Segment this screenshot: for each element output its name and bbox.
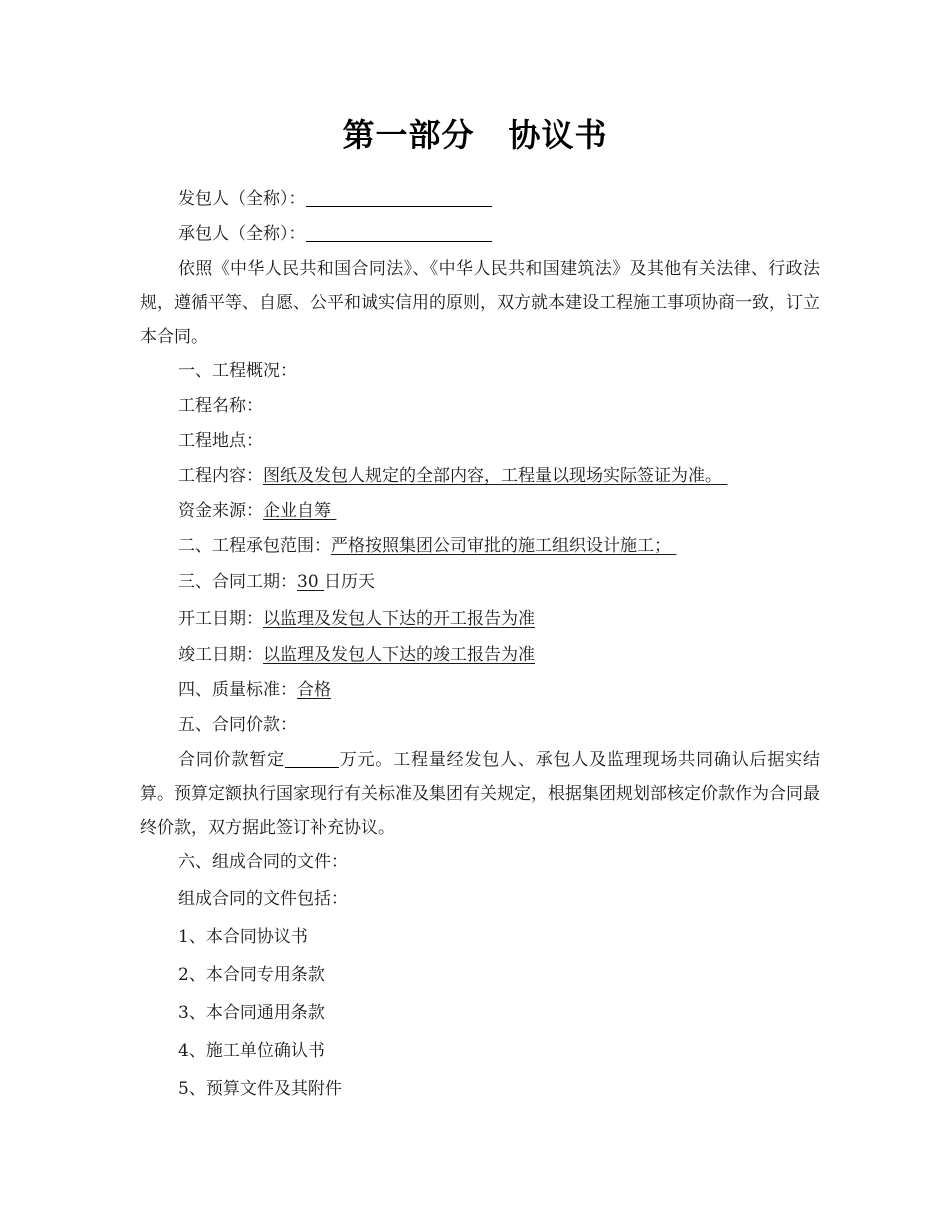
scope-heading: 二、工程承包范围：: [178, 536, 331, 556]
duration-heading: 三、合同工期：: [178, 572, 297, 592]
project-content-label: 工程内容：: [178, 466, 263, 486]
document-item: 3、本合同通用条款: [178, 1003, 325, 1023]
title-main: 协议书: [508, 116, 608, 154]
preamble-paragraph: 依照《中华人民共和国合同法》、《中华人民共和国建筑法》及其他有关法律、行政法规，遵循平等、自愿、公平和诚实信用的原则，双方就本建设工程施工事项协商一致，订立本合同。: [140, 259, 820, 347]
funding-value: 企业自筹: [263, 501, 331, 521]
documents-intro: 组成合同的文件包括：: [178, 889, 348, 909]
funding-label: 资金来源：: [178, 501, 263, 521]
quality-value: 合格: [297, 680, 331, 700]
quality-heading: 四、质量标准：: [178, 680, 297, 700]
project-content-value: 图纸及发包人规定的全部内容，工程量以现场实际签证为准。: [263, 466, 722, 486]
project-name-label: 工程名称：: [178, 396, 263, 416]
scope-line: [140, 529, 820, 564]
section1-heading: 一、工程概况：: [178, 361, 297, 381]
document-item: 1、本合同协议书: [178, 927, 308, 947]
duration-line: [140, 564, 820, 601]
duration-days: 30: [297, 572, 319, 592]
duration-unit: 日历天: [324, 572, 376, 592]
finish-date-value: 以监理及发包人下达的竣工报告为准: [263, 645, 535, 665]
contractor-line: [140, 217, 820, 252]
start-date-value: 以监理及发包人下达的开工报告为准: [263, 609, 535, 629]
start-date-line: [140, 601, 820, 638]
price-suffix: 万元。工程量经发包人、承包人及监理现场共同确认后据实结算。预算定额执行国家现行有关标准及集团有关规定，根据集团规划部核定价款作为合同最终价款，双方据此签订补充协议。: [140, 750, 821, 838]
employer-line: [140, 182, 820, 217]
section5-heading: 五、合同价款：: [178, 715, 297, 735]
start-date-label: 开工日期：: [178, 609, 263, 629]
contractor-blank: [306, 221, 492, 242]
document-item: 5、预算文件及其附件: [178, 1079, 342, 1099]
scope-value: 严格按照集团公司审批的施工组织设计施工；: [331, 536, 671, 556]
document-item: 4、施工单位确认书: [178, 1041, 325, 1061]
employer-blank: [306, 186, 492, 207]
price-prefix: 合同价款暂定: [178, 750, 285, 770]
employer-label: 发包人（全称）：: [178, 189, 306, 209]
contract-body: [140, 182, 820, 1108]
section6-heading: 六、组成合同的文件：: [178, 852, 348, 872]
funding-line: [140, 494, 820, 529]
price-blank: [285, 747, 339, 768]
finish-date-line: [140, 638, 820, 673]
project-location-label: 工程地点：: [178, 431, 263, 451]
project-content-line: [140, 459, 820, 494]
finish-date-label: 竣工日期：: [178, 645, 263, 665]
contractor-label: 承包人（全称）：: [178, 224, 306, 244]
price-paragraph: [140, 743, 820, 845]
page-title: [0, 110, 950, 156]
quality-line: [140, 673, 820, 708]
title-part: 第一部分: [342, 116, 475, 154]
document-item: 2、本合同专用条款: [178, 965, 325, 985]
